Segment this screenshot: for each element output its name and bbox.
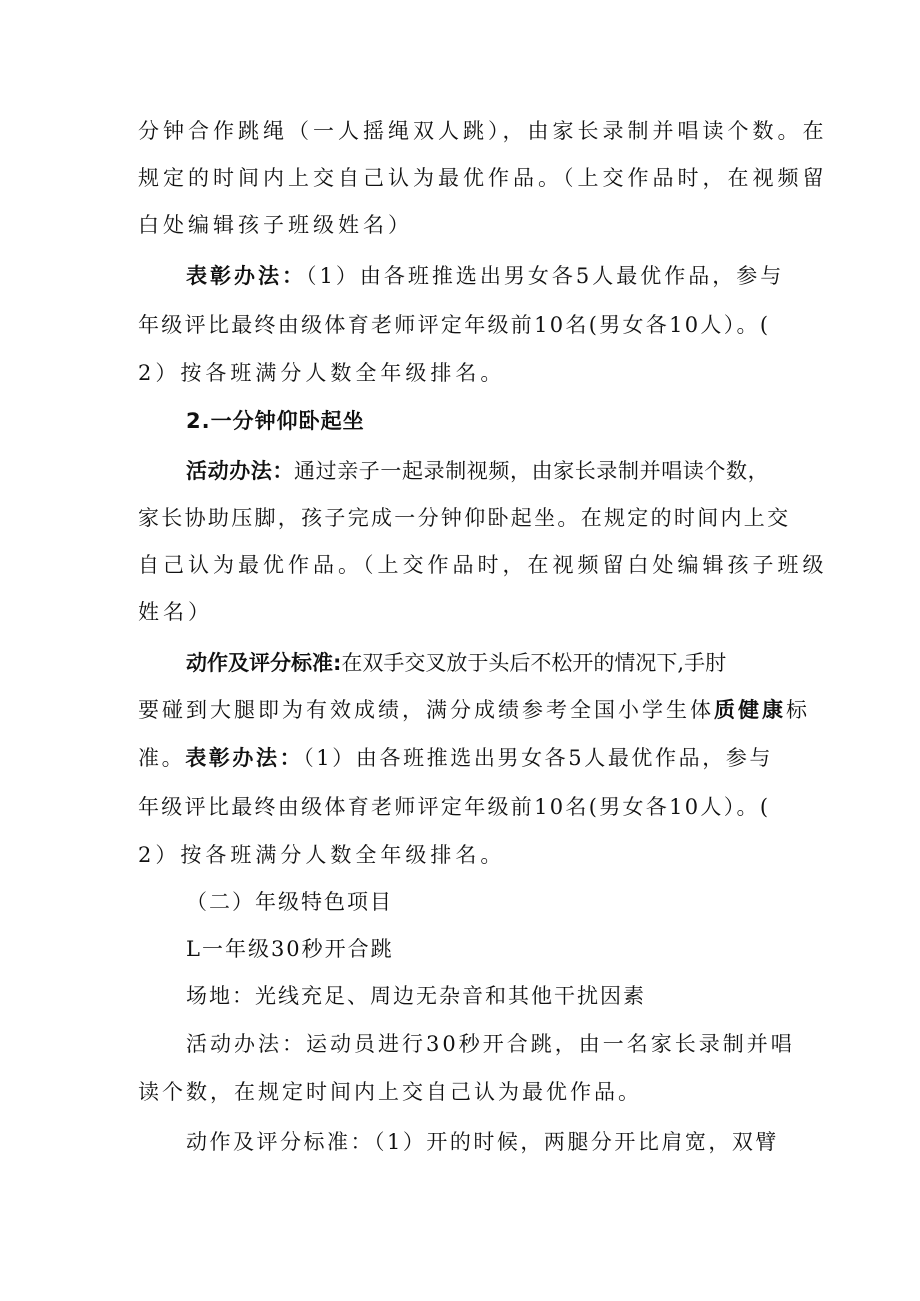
text-line — [186, 1127, 779, 1157]
text-run: 动作及评分标准：（1）开的时候，两腿分开比肩宽，双臂 — [186, 1130, 779, 1154]
text-run: 场地：光线充足、周边无杂音和其他干扰因素 — [186, 984, 646, 1008]
bold-heading-run: 2.一分钟仰卧起坐 — [186, 409, 365, 433]
text-run: 读个数，在规定时间内上交自己认为最优作品。 — [138, 1080, 642, 1104]
bold-heading-run: 活动办法： — [186, 459, 294, 483]
section-heading — [186, 887, 393, 917]
text-line — [186, 648, 726, 678]
text-line — [138, 695, 810, 725]
bold-run: 质健康 — [714, 698, 786, 722]
text-run: 标 — [786, 698, 810, 722]
text-run: 年级评比最终由级体育老师评定年级前10名(男女各10人）。( — [138, 795, 771, 819]
text-line — [138, 503, 790, 533]
text-run: 要碰到大腿即为有效成绩，满分成绩参考全国小学生体 — [138, 698, 714, 722]
text-line — [186, 981, 646, 1011]
section-heading — [186, 406, 365, 436]
text-run: 通过亲子一起录制视频，由家长录制并唱读个数， — [294, 459, 770, 483]
text-run: 自己认为最优作品。（上交作品时，在视频留白处编辑孩子班级 — [138, 553, 828, 577]
text-run: 2）按各班满分人数全年级排名。 — [138, 843, 506, 867]
bold-heading-run: 动作及评分标准: — [186, 651, 342, 675]
text-run: 分钟合作跳绳（一人摇绳双人跳），由家长录制并唱读个数。在 — [138, 119, 828, 143]
text-run: （二）年级特色项目 — [186, 890, 393, 914]
text-run: （1）由各班推选出男女各5人最优作品，参与 — [303, 746, 774, 770]
text-line — [138, 210, 413, 240]
text-line — [138, 116, 828, 146]
text-run: 在双手交叉放于头后不松开的情况下,手肘 — [341, 651, 727, 675]
text-line — [186, 1029, 795, 1059]
text-line — [138, 550, 828, 580]
text-run: L一年级30秒开合跳 — [186, 937, 394, 961]
text-run: 准。 — [138, 746, 186, 770]
text-line — [186, 934, 394, 964]
text-line — [138, 358, 505, 388]
text-line — [138, 1077, 642, 1107]
text-line — [186, 456, 769, 486]
text-line — [186, 261, 784, 291]
text-run: 家长协助压脚，孩子完成一分钟仰卧起坐。在规定的时间内上交 — [138, 506, 791, 530]
text-line — [138, 163, 828, 193]
text-run: 姓名） — [138, 600, 213, 624]
bold-heading-run: 表彰办法： — [186, 264, 306, 288]
text-run: 活动办法：运动员进行30秒开合跳，由一名家长录制并唱 — [186, 1032, 795, 1056]
text-run: （1）由各班推选出男女各5人最优作品，参与 — [306, 264, 785, 288]
text-line — [138, 597, 213, 627]
text-run: 2）按各班满分人数全年级排名。 — [138, 361, 506, 385]
text-run: 年级评比最终由级体育老师评定年级前10名(男女各10人）。( — [138, 313, 771, 337]
text-line — [138, 743, 773, 773]
text-run: 白处编辑孩子班级姓名） — [138, 213, 413, 237]
text-line — [138, 792, 770, 822]
text-run: 规定的时间内上交自己认为最优作品。（上交作品时，在视频留 — [138, 166, 828, 190]
text-line — [138, 840, 505, 870]
text-line — [138, 310, 770, 340]
bold-heading-run: 表彰办法： — [185, 746, 304, 770]
